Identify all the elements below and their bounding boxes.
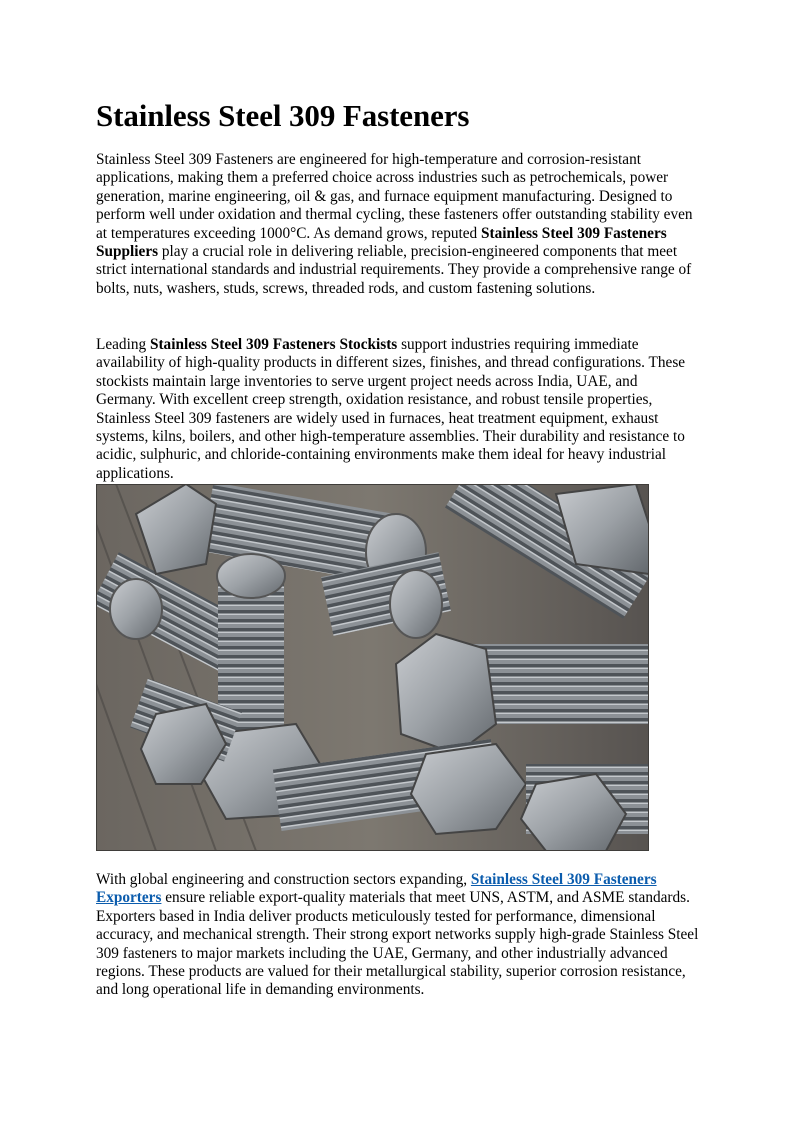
stockists-bold: Stainless Steel 309 Fasteners Stockists xyxy=(149,336,398,353)
exporters-link[interactable]: Stainless Steel 309 Fasteners Exporters xyxy=(96,871,657,907)
page-title: Stainless Steel 309 Fasteners xyxy=(96,98,470,133)
intro-paragraph xyxy=(96,151,700,298)
intro-text-2: play a crucial role in delivering reliable, precision-engineered components that meet strict international standards and industrial requirements. They provide a comprehensive range of bolts, nuts, washers, studs, screws, threaded rods, and custom fastening solutions. xyxy=(96,243,692,297)
intro-text-1: Stainless Steel 309 Fasteners are engineered for high-temperature and corrosion-resistant applications, making them a preferred choice across industries such as petrochemicals, power generation, marine engineering, oil & gas, and furnace equipment manufacturing. Designed to perform well under oxidation and thermal cycling, these fasteners offer outstanding stability even at temperatures exceeding 1000°C. As demand grows, reputed xyxy=(96,151,693,242)
exporters-paragraph xyxy=(96,871,700,1000)
stockists-text-2: support industries requiring immediate availability of high-quality products in different sizes, finishes, and thread configurations. These stockists maintain large inventories to serve urgent project needs across India, UAE, and Germany. With excellent creep strength, oxidation resistance, and robust tensile properties, Stainless Steel 309 fasteners are widely used in furnaces, heat treatment equipment, exhaust systems, kilns, boilers, and other high-temperature assemblies. Their durability and resistance to acidic, sulphuric, and chloride-containing environments make them ideal for heavy industrial applications. xyxy=(96,336,686,482)
stockists-paragraph xyxy=(96,336,700,483)
suppliers-bold: Stainless Steel 309 Fasteners Suppliers xyxy=(96,224,667,261)
exporters-text-2: ensure reliable export-quality materials that meet UNS, ASTM, and ASME standards. Exporters based in India deliver products meticulously tested for performance, dimensional accuracy, and mechanical strength. Their strong export networks supply high-grade Stainless Steel 309 fasteners to major markets including the UAE, Germany, and other industrially advanced regions. These products are valued for their metallurgical stability, superior corrosion resistance, and long operational life in demanding environments. xyxy=(96,889,699,999)
exporters-text-1: With global engineering and construction sectors expanding, xyxy=(96,871,471,888)
fasteners-photo xyxy=(96,484,649,851)
hex-bolts-illustration xyxy=(96,484,649,851)
stockists-text-1: Leading xyxy=(96,336,150,353)
